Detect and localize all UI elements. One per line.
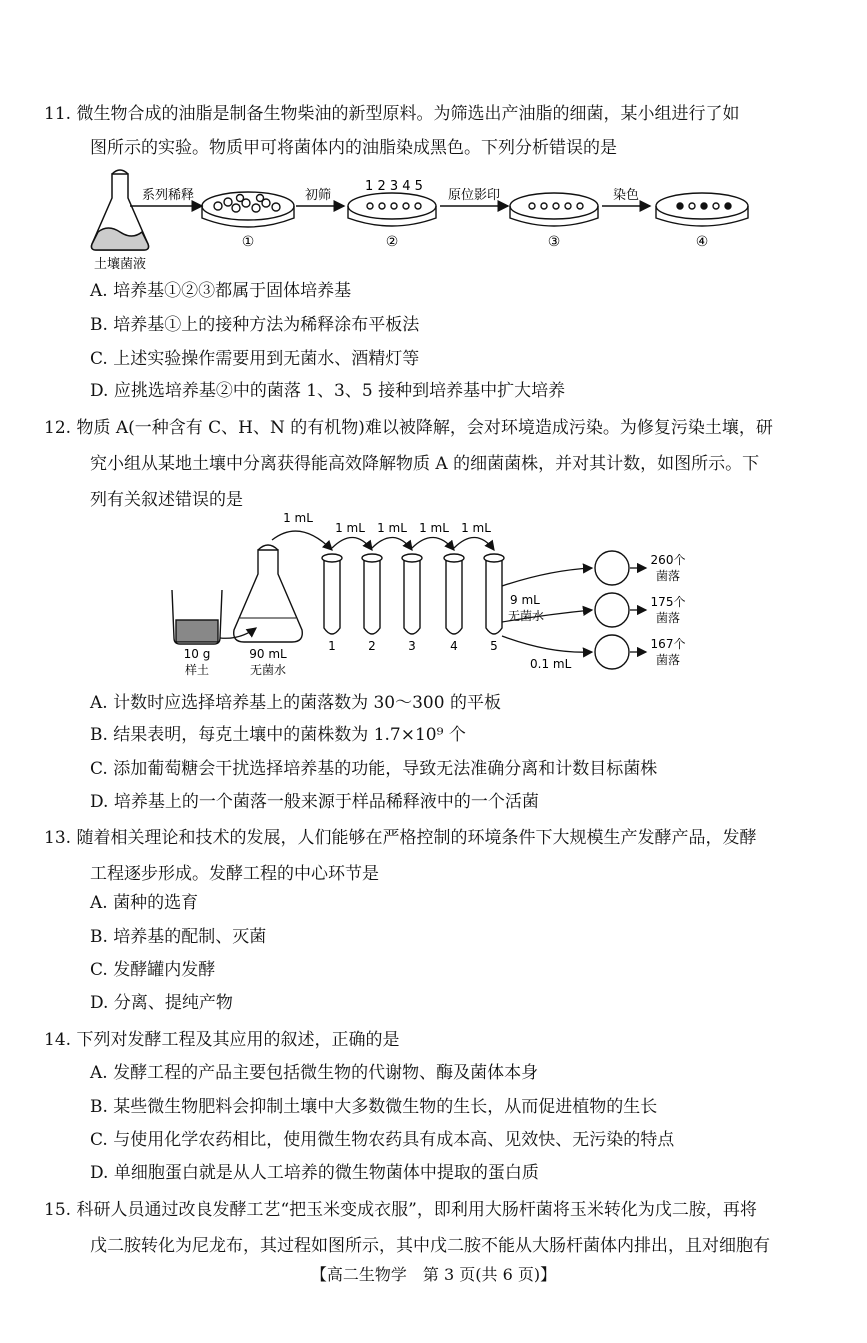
q13-option-a: A. 菌种的选育 [90, 893, 199, 913]
q14-option-d: D. 单细胞蛋白就是从人工培养的微生物菌体中提取的蛋白质 [90, 1163, 539, 1183]
transfer-arc-2 [372, 537, 412, 550]
flask-label-2: 无菌水 [249, 663, 287, 677]
question-14-stem [44, 1022, 814, 1058]
transfer-arc-3 [412, 537, 454, 550]
transfer-label-0: 1 mL [283, 511, 313, 525]
q11-option-a: A. 培养基①②③都属于固体培养基 [90, 281, 352, 301]
q12-option-b: B. 结果表明，每克土壤中的菌株数为 1.7×10⁹ 个 [90, 725, 466, 745]
q15-line-2: 戊二胺转化为尼龙布，其过程如图所示，其中戊二胺不能从大肠杆菌体内排出，且对细胞有 [90, 1236, 770, 1256]
question-11-stem [44, 96, 814, 166]
transfer-label-4: 1 mL [461, 521, 491, 535]
q13-line-1: 13. 随着相关理论和技术的发展，人们能够在严格控制的环境条件下大规模生产发酵产品，发酵 [44, 828, 757, 848]
plate-c-unit: 菌落 [655, 653, 681, 667]
flask-label: 土壤菌液 [93, 257, 147, 272]
plate-2-label: ② [385, 234, 399, 250]
test-tube-3 [402, 554, 422, 634]
transfer-label-2: 1 mL [377, 521, 407, 535]
water-label-1: 9 mL [510, 593, 540, 607]
petri-dish-4 [656, 193, 748, 226]
arrow-dilution-label: 系列稀释 [141, 188, 195, 203]
arrow-to-flask [220, 628, 256, 638]
transfer-arc-4 [454, 537, 494, 550]
spread-arrow-1 [502, 568, 592, 586]
test-tube-1 [322, 554, 342, 634]
test-tube-2 [362, 554, 382, 634]
q13-option-c: C. 发酵罐内发酵 [90, 960, 216, 980]
water-label-2: 无菌水 [508, 609, 545, 623]
plate-1-label: ① [241, 234, 255, 250]
q12-line-1: 12. 物质 A(一种含有 C、H、N 的有机物)难以被降解，会对环境造成污染。为修复污染土壤，研 [44, 418, 773, 438]
q14-option-a: A. 发酵工程的产品主要包括微生物的代谢物、酶及菌体本身 [90, 1063, 539, 1083]
q12-option-a: A. 计数时应选择培养基上的菌落数为 30～300 的平板 [90, 693, 501, 713]
plate-a-unit: 菌落 [655, 569, 681, 583]
petri-dish-1 [202, 192, 294, 227]
flask-label-1: 90 mL [249, 647, 287, 661]
transfer-arc-0 [272, 531, 332, 550]
q15-line-1: 15. 科研人员通过改良发酵工艺“把玉米变成衣服”，即利用大肠杆菌将玉米转化为戊二胺，再将 [44, 1200, 757, 1220]
transfer-label-1: 1 mL [335, 521, 365, 535]
plate-b [595, 593, 629, 627]
q13-option-d: D. 分离、提纯产物 [90, 993, 233, 1013]
q14-option-c: C. 与使用化学农药相比，使用微生物农药具有成本高、见效快、无污染的特点 [90, 1130, 675, 1150]
arrow-screen-label: 初筛 [304, 188, 332, 203]
plate-c [595, 635, 629, 669]
question-12-stem [44, 410, 814, 518]
q12-option-c: C. 添加葡萄糖会干扰选择培养基的功能，导致无法准确分离和计数目标菌株 [90, 759, 658, 779]
beaker-label-1: 10 g [183, 647, 211, 661]
spread-volume-label: 0.1 mL [530, 657, 572, 671]
q11-option-c: C. 上述实验操作需要用到无菌水、酒精灯等 [90, 349, 420, 369]
page-footer: 【高二生物学 第 3 页(共 6 页)】 [310, 1265, 557, 1284]
spread-arrow-3 [502, 636, 592, 652]
q14-line-1: 14. 下列对发酵工程及其应用的叙述，正确的是 [44, 1030, 400, 1050]
q11-figure [90, 166, 780, 276]
transfer-arc-1 [332, 537, 372, 550]
plate-3-label: ③ [547, 234, 561, 250]
plate-a-count: 260个 [650, 553, 686, 567]
transfer-label-3: 1 mL [419, 521, 449, 535]
flask-icon [234, 545, 303, 642]
q12-line-3: 列有关叙述错误的是 [90, 490, 243, 510]
tube-label-3: 3 [408, 639, 416, 653]
q13-line-2: 工程逐步形成。发酵工程的中心环节是 [90, 864, 379, 884]
q14-option-b: B. 某些微生物肥料会抑制土壤中大多数微生物的生长，从而促进植物的生长 [90, 1097, 658, 1117]
test-tube-5 [484, 554, 504, 634]
petri-dish-2 [348, 193, 436, 226]
plate-b-count: 175个 [650, 595, 686, 609]
plate-c-count: 167个 [650, 637, 686, 651]
plate-b-unit: 菌落 [655, 611, 681, 625]
erlenmeyer-flask-icon [92, 170, 149, 250]
plate-4-label: ④ [695, 234, 709, 250]
plate-a [595, 551, 629, 585]
tube-label-4: 4 [450, 639, 458, 653]
q12-option-d: D. 培养基上的一个菌落一般来源于样品稀释液中的一个活菌 [90, 792, 539, 812]
arrow-replica-label: 原位影印 [447, 188, 501, 203]
tube-label-2: 2 [368, 639, 376, 653]
test-tube-4 [444, 554, 464, 634]
q12-figure [160, 510, 700, 685]
q13-option-b: B. 培养基的配制、灭菌 [90, 927, 267, 947]
question-13-stem [44, 820, 814, 892]
q11-line-1: 11. 微生物合成的油脂是制备生物柴油的新型原料。为筛选出产油脂的细菌，某小组进行了如 [44, 104, 740, 124]
tube-label-1: 1 [328, 639, 336, 653]
petri-dish-3 [510, 193, 598, 226]
arrow-stain-label: 染色 [612, 188, 640, 203]
question-15-stem [44, 1192, 814, 1264]
colony-numbers: 1 2 3 4 5 [365, 179, 423, 194]
q11-option-b: B. 培养基①上的接种方法为稀释涂布平板法 [90, 315, 420, 335]
tube-label-5: 5 [490, 639, 498, 653]
q11-option-d: D. 应挑选培养基②中的菌落 1、3、5 接种到培养基中扩大培养 [90, 381, 566, 401]
beaker-icon [172, 590, 222, 644]
q11-line-2: 图所示的实验。物质甲可将菌体内的油脂染成黑色。下列分析错误的是 [90, 138, 617, 158]
beaker-label-2: 样土 [184, 663, 210, 677]
q12-line-2: 究小组从某地土壤中分离获得能高效降解物质 A 的细菌菌株，并对其计数，如图所示。下 [90, 454, 760, 474]
